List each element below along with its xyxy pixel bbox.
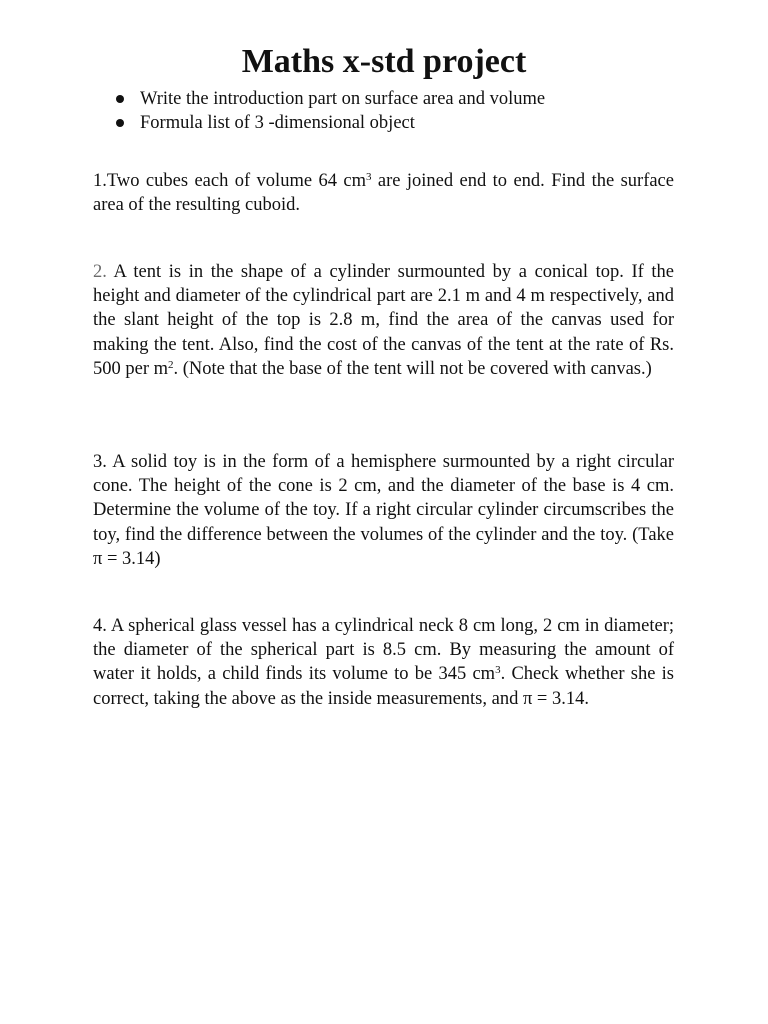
question-1 — [93, 169, 674, 217]
question-number: 3. — [93, 452, 107, 472]
question-text: Two cubes each of volume 64 cm — [106, 171, 366, 191]
question-text-continued: . Check whether she is correct, taking the above as the inside measurements, and π = 3.14. — [93, 664, 674, 709]
question-2 — [93, 260, 674, 381]
bullet-icon — [116, 119, 124, 127]
bullet-text: Write the introduction part on surface area and volume — [140, 89, 546, 109]
bullet-icon — [116, 95, 124, 103]
question-text-continued: . (Note that the base of the tent will not be covered with canvas.) — [173, 358, 652, 379]
bullet-item — [114, 111, 545, 135]
question-4 — [93, 614, 674, 711]
question-3 — [93, 450, 674, 571]
question-number: 1. — [93, 171, 107, 191]
question-text: A spherical glass vessel has a cylindrical neck 8 cm long, 2 cm in diameter; the diameter of the spherical part is 8.5 cm. By measuring the amount of water it holds, a child finds its volume to be 345 cm — [93, 616, 674, 685]
bullet-text: Formula list of 3 -dimensional object — [140, 113, 415, 133]
task-bullet-list — [114, 87, 545, 135]
bullet-item — [114, 87, 545, 111]
superscript: 3 — [495, 664, 501, 677]
question-number: 2. — [93, 262, 107, 282]
question-text: A tent is in the shape of a cylinder surmounted by a conical top. If the height and diameter of the cylindrical part are 2.1 m and 4 m respectively, and the slant height of the top is 2.8 m, find the area of the canvas used for making the tent. Also, find the cost of the canvas of the tent at the rate of Rs. 500 per m — [93, 262, 674, 379]
question-number: 4. — [93, 616, 107, 636]
question-text-continued: are joined end to end. Find the surface area of the resulting cuboid. — [93, 171, 674, 216]
page-title: Maths x-std project — [241, 43, 527, 80]
question-text: A solid toy is in the form of a hemisphere surmounted by a right circular cone. The height of the cone is 2 cm, and the diameter of the base is 4 cm. Determine the volume of the toy. If a right circular cylinder circumscribes the toy, find the difference between the volumes of the cylinder and the toy. (Take π = 3.14) — [93, 452, 674, 569]
superscript: 3 — [365, 171, 372, 183]
superscript: 2 — [168, 358, 174, 371]
